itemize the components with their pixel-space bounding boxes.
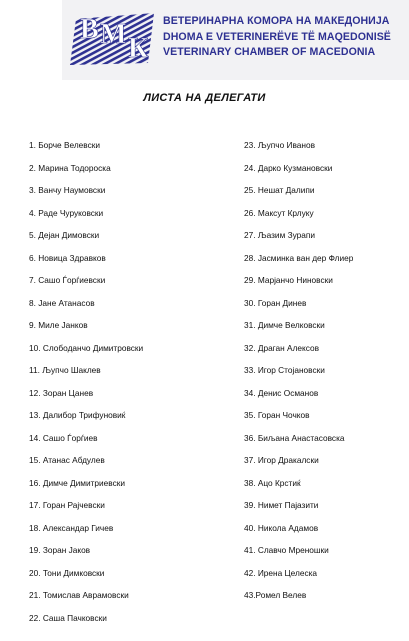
delegate-item: 25. Нешат Далипи: [244, 185, 315, 195]
delegate-item: 40. Никола Адамов: [244, 522, 319, 533]
delegate-item: 29. Марјанчо Ниновски: [244, 275, 333, 285]
svg-text:В: В: [80, 14, 99, 45]
delegate-item: 21. Томислав Аврамовски: [29, 590, 129, 600]
delegate-item: 17. Горан Рајчевски: [29, 500, 105, 510]
delegate-item: 27. Љазим Зурапи: [244, 230, 316, 240]
org-name-english: VETERINARY CHAMBER OF MACEDONIA: [163, 46, 376, 58]
delegate-item: 20. Тони Димковски: [29, 567, 105, 578]
delegate-item: 11. Љупчо Шаклев: [29, 365, 101, 375]
delegate-item: 5. Дејан Димовски: [29, 230, 100, 240]
delegate-item: 22. Саша Пачковски: [29, 612, 107, 623]
delegate-item: 6. Новица Здравков: [29, 252, 106, 263]
delegate-item: 37. Игор Дракалски: [244, 455, 319, 465]
delegate-item: 43.Ромел Велев: [244, 590, 307, 600]
delegate-item: 7. Сашо Ѓорѓиевски: [29, 275, 106, 285]
delegate-item: 13. Далибор Трифуновиќ: [29, 410, 126, 420]
delegate-item: 39. Нимет Пајазити: [244, 500, 319, 510]
delegate-item: 4. Раде Чуруковски: [29, 207, 104, 218]
organization-name: [163, 14, 391, 61]
delegate-item: 24. Дарко Кузмановски: [244, 162, 333, 173]
delegate-item: 28. Јасминка ван дер Флиер: [244, 252, 354, 263]
delegate-item: 12. Зоран Цанев: [29, 387, 94, 398]
delegate-item: 15. Атанас Абдулев: [29, 455, 105, 465]
delegate-item: 1. Борче Велевски: [29, 140, 101, 150]
chamber-logo: [70, 13, 156, 65]
delegates-list-left: [29, 140, 143, 635]
svg-text:К: К: [128, 33, 149, 64]
delegate-item: 18. Александар Гичев: [29, 522, 114, 533]
delegates-list-right: [244, 140, 353, 613]
delegate-item: 33. Игор Стојановски: [244, 365, 325, 375]
delegate-item: 3. Ванчу Наумовски: [29, 185, 106, 195]
org-name-macedonian: ВЕТЕРИНАРНА КОМОРА НА МАКЕДОНИЈА: [163, 15, 390, 27]
delegate-item: 16. Димче Димитриевски: [29, 477, 126, 488]
page-title: ЛИСТА НА ДЕЛЕГАТИ: [143, 92, 266, 104]
delegate-item: 10. Слободанчо Димитровски: [29, 342, 144, 353]
delegate-item: 26. Максут Крлуку: [244, 207, 314, 218]
delegate-item: 19. Зоран Јаков: [29, 545, 91, 555]
delegate-item: 9. Миле Јанков: [29, 320, 88, 330]
delegate-item: 42. Ирена Целеска: [244, 567, 318, 578]
org-name-albanian: DHOMA E VETERINERËVE TË MAQEDONISË: [163, 30, 391, 43]
delegate-item: 38. Ацо Крстиќ: [244, 477, 301, 488]
svg-text:М: М: [100, 19, 127, 50]
delegate-item: 31. Димче Велковски: [244, 320, 325, 330]
delegate-item: 34. Денис Османов: [244, 387, 319, 398]
delegate-item: 32. Драган Алексов: [244, 342, 320, 353]
delegate-item: 36. Биљана Анастасовска: [244, 432, 345, 443]
delegate-item: 8. Јане Атанасов: [29, 297, 95, 308]
delegate-item: 30. Горан Динев: [244, 297, 307, 308]
delegate-item: 2. Марина Тодороска: [29, 162, 111, 173]
delegate-item: 41. Славчо Мреношки: [244, 545, 329, 555]
delegate-item: 35. Горан Чочков: [244, 410, 310, 420]
delegate-item: 23. Љупчо Иванов: [244, 140, 315, 150]
delegate-item: 14. Сашо Ѓорѓиев: [29, 432, 98, 443]
